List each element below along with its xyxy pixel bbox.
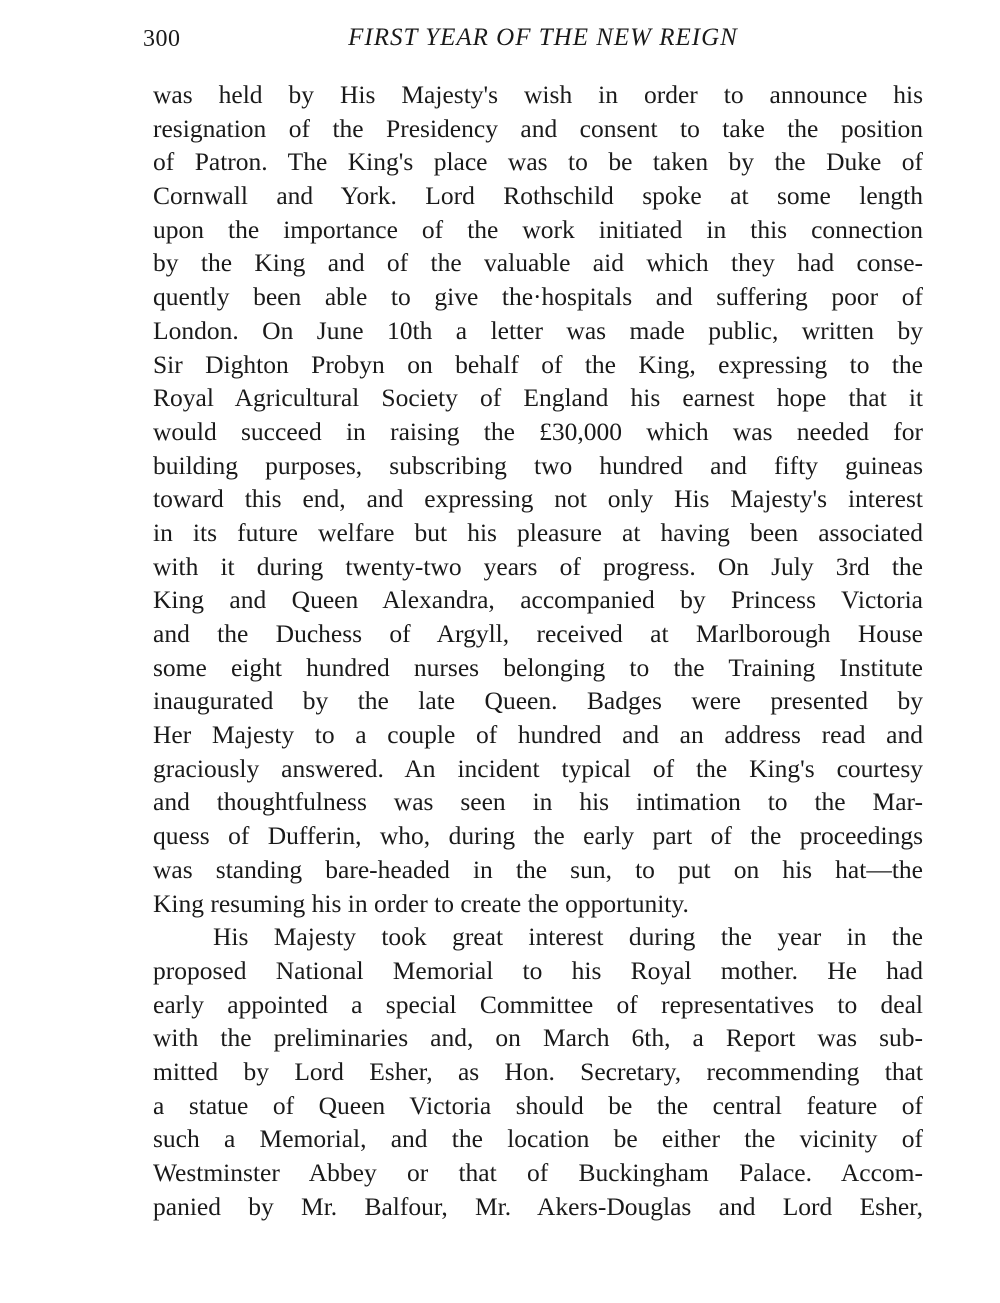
text-line: in its future welfare but his pleasure at having been associated [153, 517, 923, 547]
body-text [153, 78, 923, 1223]
text-line: with it during twenty-two years of progress. On July 3rd the [153, 551, 923, 581]
running-title: FIRST YEAR OF THE NEW REIGN [348, 24, 738, 51]
text-line: quently been able to give the·hospitals and suffering poor of [153, 282, 923, 312]
paragraph-end-line: King resuming his in order to create the opportunity. [153, 888, 689, 918]
text-line: and the Duchess of Argyll, received at Marlborough House [153, 619, 923, 648]
text-line: was standing bare-headed in the sun, to put on his hat—the [153, 854, 923, 884]
text-line: would succeed in raising the £30,000 which was needed for [153, 416, 923, 446]
running-head [143, 22, 923, 58]
text-line: resignation of the Presidency and consent to take the position [153, 113, 923, 143]
text-line: proposed National Memorial to his Royal mother. He had [153, 955, 923, 985]
page-number: 300 [143, 26, 181, 52]
text-line: building purposes, subscribing two hundred and fifty guineas [153, 450, 923, 480]
text-line: Sir Dighton Probyn on behalf of the King, expressing to the [153, 349, 923, 379]
text-line: with the preliminaries and, on March 6th, a Report was sub- [153, 1023, 923, 1053]
text-line: of Patron. The King's place was to be taken by the Duke of [153, 147, 923, 177]
text-line: panied by Mr. Balfour, Mr. Akers-Douglas and Lord Esher, [153, 1191, 923, 1221]
text-line: Cornwall and York. Lord Rothschild spoke at some length [153, 181, 923, 211]
text-line: and thoughtfulness was seen in his intimation to the Mar- [153, 787, 923, 817]
text-line: King and Queen Alexandra, accompanied by Princess Victoria [153, 585, 923, 615]
paragraph-first-line: His Majesty took great interest during the year in the [213, 922, 923, 952]
text-line: a statue of Queen Victoria should be the central feature of [153, 1090, 923, 1120]
text-line: mitted by Lord Esher, as Hon. Secretary, recommending that [153, 1056, 923, 1086]
text-line: upon the importance of the work initiated in this connection [153, 214, 923, 244]
text-line: inaugurated by the late Queen. Badges were presented by [153, 686, 923, 716]
text-line: toward this end, and expressing not only His Majesty's interest [153, 484, 923, 514]
text-line: quess of Dufferin, who, during the early part of the proceedings [153, 821, 923, 851]
text-line: was held by His Majesty's wish in order to announce his [153, 80, 923, 109]
text-line: such a Memorial, and the location be either the vicinity of [153, 1124, 923, 1154]
text-line: early appointed a special Committee of representatives to deal [153, 989, 923, 1019]
text-line: Westminster Abbey or that of Buckingham Palace. Accom- [153, 1158, 923, 1187]
text-line: some eight hundred nurses belonging to the Training Institute [153, 652, 923, 682]
text-line: by the King and of the valuable aid which they had conse- [153, 248, 923, 278]
text-line: Royal Agricultural Society of England his earnest hope that it [153, 383, 923, 413]
text-line: graciously answered. An incident typical of the King's courtesy [153, 753, 923, 783]
text-line: London. On June 10th a letter was made public, written by [153, 315, 923, 345]
text-line: Her Majesty to a couple of hundred and an address read and [153, 720, 923, 750]
